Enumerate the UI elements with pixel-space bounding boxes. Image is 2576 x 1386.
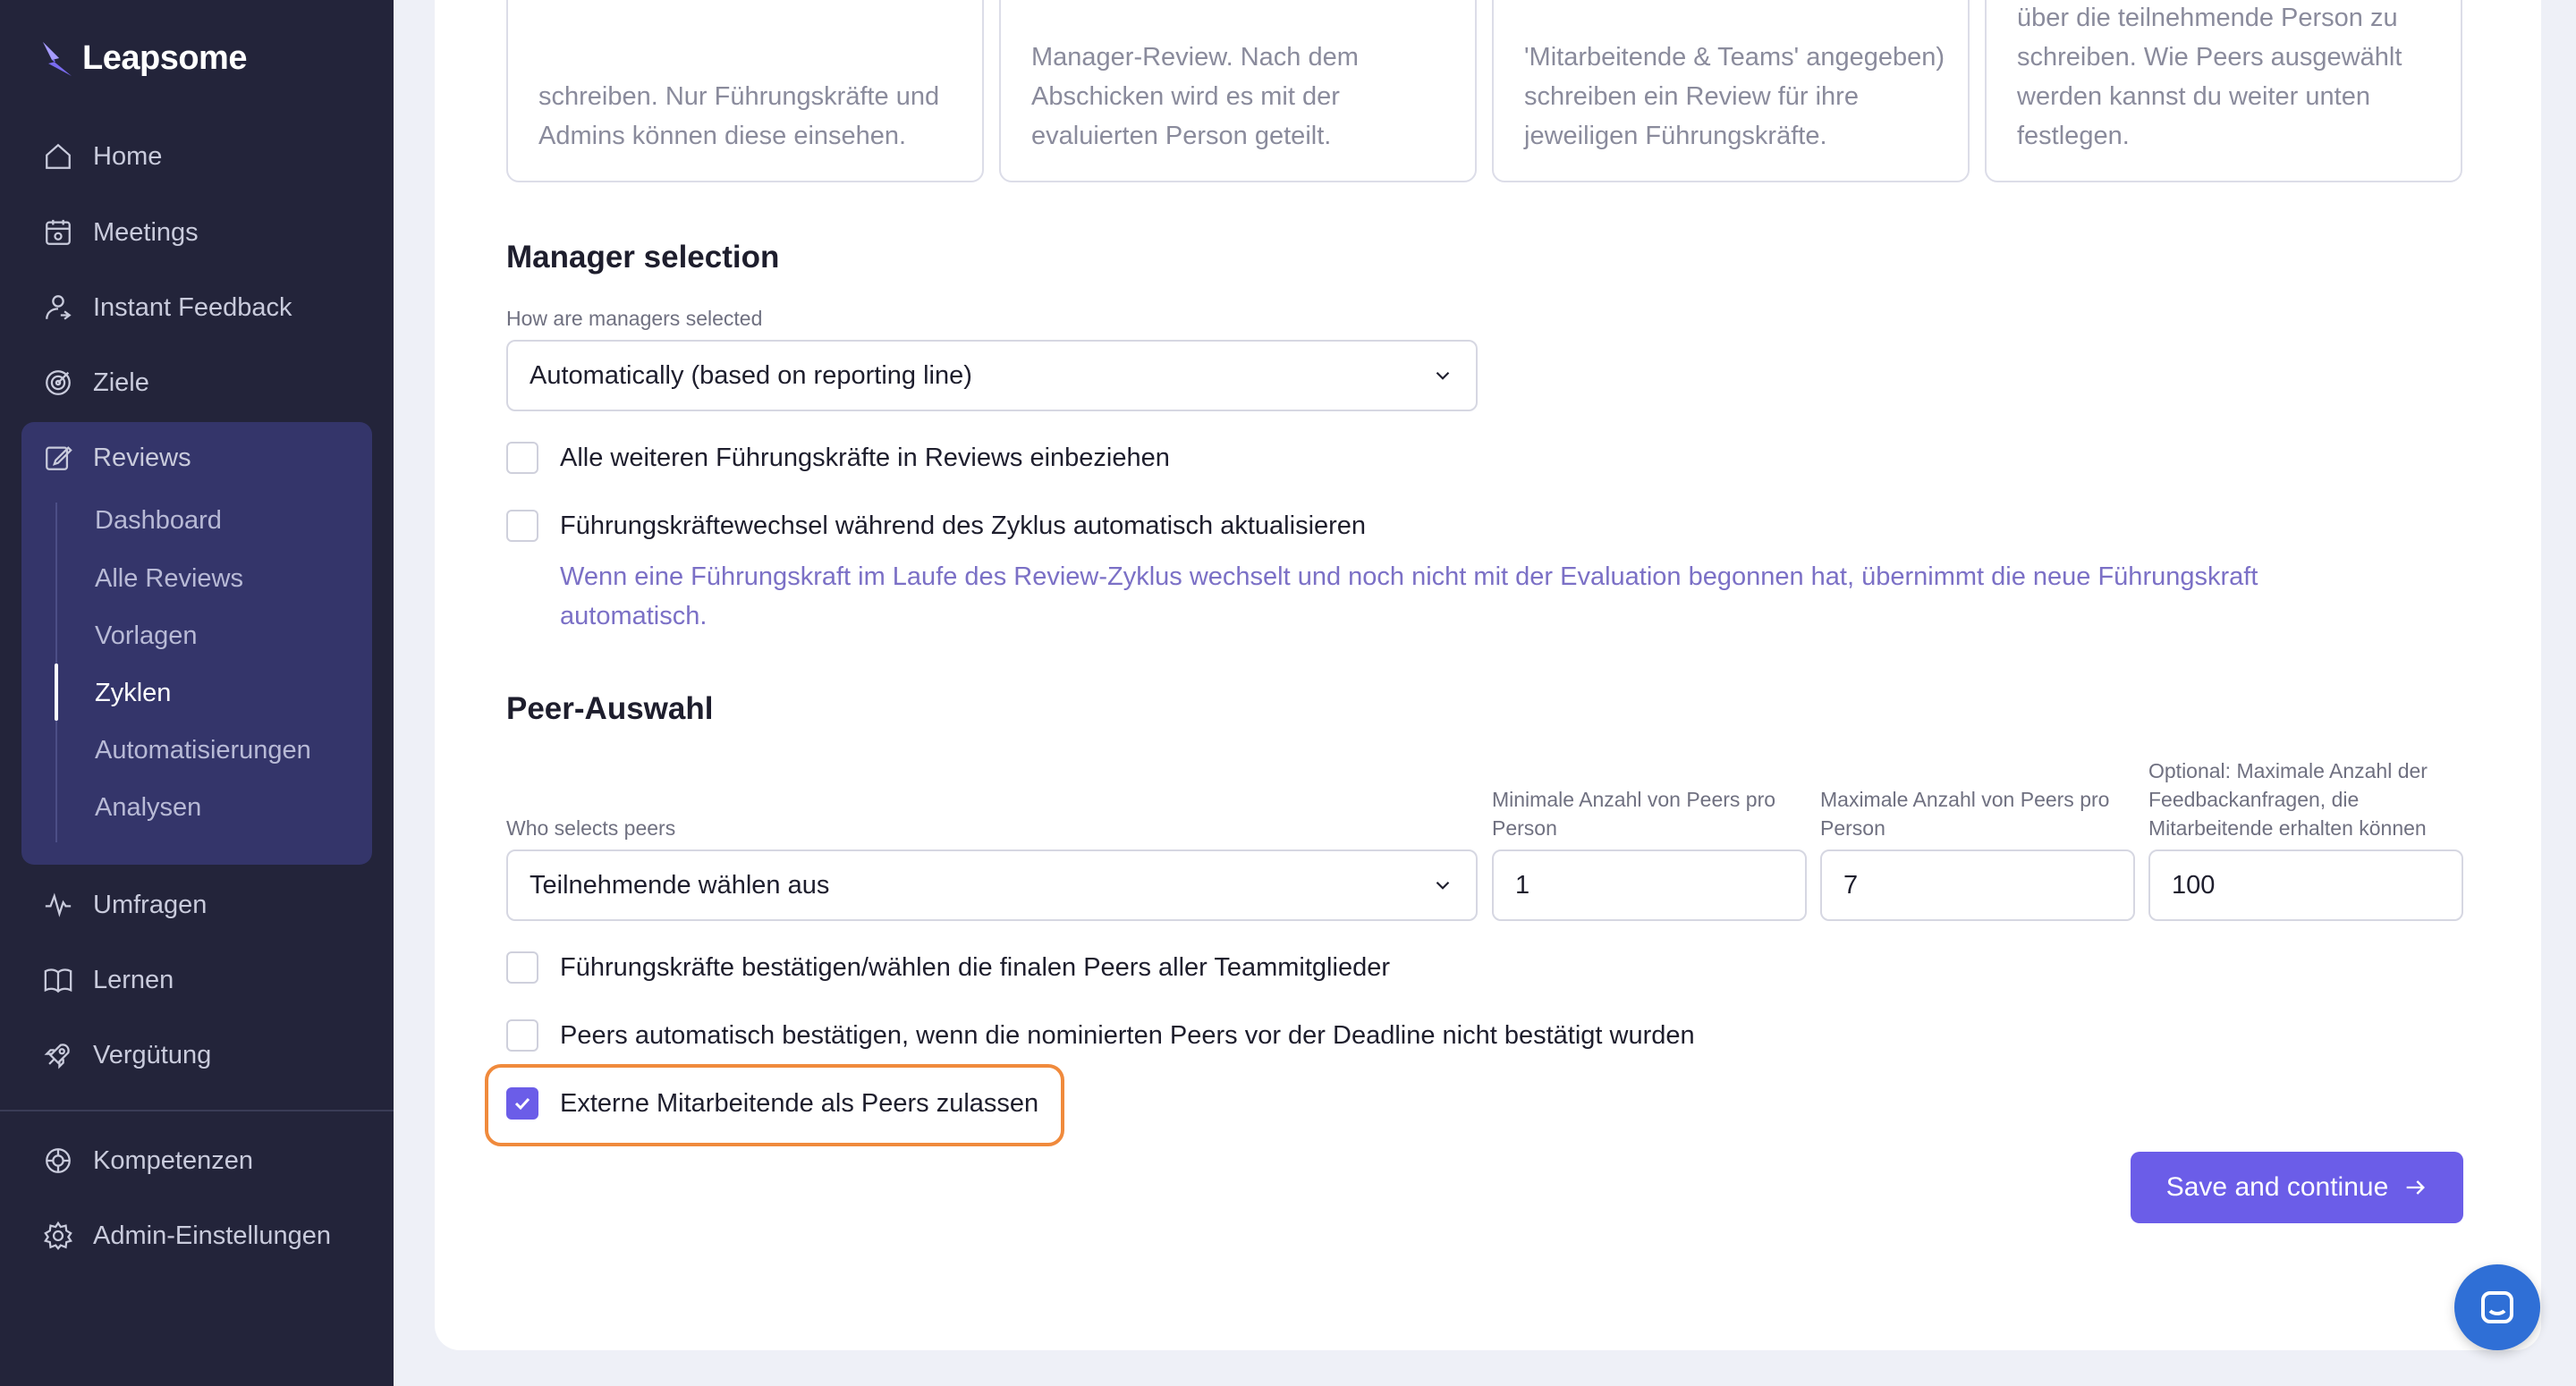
sidebar-item-meetings[interactable]	[43, 217, 199, 248]
arrow-right-icon	[2402, 1175, 2428, 1200]
manager-selection-dropdown[interactable]	[506, 340, 1478, 411]
min-peers-input[interactable]	[1492, 849, 1807, 921]
info-box-manager-review	[999, 0, 1477, 182]
checkbox-managers-confirm-peers[interactable]	[506, 951, 538, 984]
sidebar-item-ziele[interactable]	[43, 368, 149, 398]
sidebar-item-umfragen[interactable]	[43, 890, 207, 920]
subnav-item-zyklen[interactable]: Zyklen	[95, 679, 172, 707]
info-box-manager-notes	[506, 0, 984, 182]
manager-select-label: How are managers selected	[506, 307, 763, 330]
chat-icon	[2476, 1286, 2519, 1329]
subnav-item-dashboard[interactable]: Dashboard	[95, 506, 222, 535]
sidebar-item-label: Lernen	[93, 965, 174, 994]
rocket-icon	[43, 1040, 73, 1070]
info-box-text: über die teilnehmende Person zu schreiben. Wie Peers ausgewählt werden kannst du weiter unten festlegen.	[2017, 4, 2402, 150]
save-button-label: Save and continue	[2165, 1172, 2389, 1202]
checkbox-label: Führungskräfte bestätigen/wählen die finalen Peers aller Teammitglieder	[560, 952, 1390, 982]
sidebar-item-instant-feedback[interactable]	[43, 292, 292, 323]
sidebar-item-kompetenzen[interactable]	[43, 1145, 253, 1176]
sidebar-item-label: Umfragen	[93, 890, 208, 919]
pulse-icon	[43, 890, 73, 920]
checkbox-label: Alle weiteren Führungskräfte in Reviews einbeziehen	[560, 443, 1170, 472]
checkbox-row-managers-confirm-peers[interactable]	[506, 951, 1390, 984]
auto-update-help-text: Wenn eine Führungskraft im Laufe des Review-Zyklus wechselt und noch nicht mit der Evaluation begonnen hat, übernimmt die neue Führungskraft automatisch.	[560, 562, 2258, 630]
target-icon	[43, 368, 73, 398]
chevron-down-icon	[1431, 364, 1454, 387]
gear-icon	[43, 1221, 73, 1251]
chat-launcher-button[interactable]	[2454, 1264, 2540, 1350]
max-requests-value: 100	[2172, 870, 2216, 900]
sidebar-item-label: Instant Feedback	[93, 292, 292, 322]
checkbox-auto-confirm-peers[interactable]	[506, 1019, 538, 1052]
sidebar-item-label: Reviews	[93, 443, 191, 472]
checkbox-row-external-peers[interactable]	[506, 1087, 1038, 1120]
subnav-item-vorlagen[interactable]: Vorlagen	[95, 621, 198, 650]
checkbox-row-all-managers[interactable]	[506, 442, 1170, 474]
max-requests-input[interactable]	[2148, 849, 2463, 921]
edit-icon	[43, 443, 73, 473]
who-selects-peers-dropdown[interactable]	[506, 849, 1478, 921]
feedback-icon	[43, 292, 73, 323]
calendar-icon	[43, 217, 73, 248]
checkbox-label: Externe Mitarbeitende als Peers zulassen	[560, 1088, 1039, 1118]
max-requests-label: Optional: Maximale Anzahl der Feedbackanfragen, die Mitarbeitende erhalten können	[2148, 759, 2428, 840]
subnav-active-indicator	[55, 663, 58, 721]
sidebar-item-label: Ziele	[93, 368, 149, 397]
save-and-continue-button[interactable]	[2131, 1152, 2463, 1223]
manager-selection-title: Manager selection	[506, 240, 780, 275]
leapsome-logo-icon	[39, 40, 75, 78]
info-box-peer-review	[1985, 0, 2462, 182]
who-selects-peers-label: Who selects peers	[506, 816, 676, 840]
checkbox-all-managers[interactable]	[506, 442, 538, 474]
sidebar-item-label: Meetings	[93, 217, 199, 247]
info-box-text: 'Mitarbeitende & Teams' angegeben) schreiben ein Review für ihre jeweiligen Führungskräfte.	[1524, 43, 1945, 150]
subnav-item-analysen[interactable]: Analysen	[95, 793, 202, 822]
checkbox-row-auto-confirm-peers[interactable]	[506, 1019, 1695, 1052]
sidebar-item-admin-einstellungen[interactable]	[43, 1221, 331, 1251]
max-peers-input[interactable]	[1820, 849, 2135, 921]
sidebar-item-reviews[interactable]	[43, 443, 191, 473]
competency-icon	[43, 1145, 73, 1176]
main-card	[435, 0, 2541, 1350]
who-selects-peers-value: Teilnehmende wählen aus	[530, 870, 830, 900]
sidebar-item-lernen[interactable]	[43, 965, 174, 995]
checkbox-auto-update-managers[interactable]	[506, 510, 538, 542]
checkmark-icon	[512, 1093, 533, 1114]
sidebar	[0, 0, 394, 1386]
min-peers-label: Minimale Anzahl von Peers pro Person	[1492, 788, 1776, 840]
sidebar-item-verguetung[interactable]	[43, 1040, 211, 1070]
sidebar-item-label: Kompetenzen	[93, 1145, 253, 1175]
max-peers-label: Maximale Anzahl von Peers pro Person	[1820, 788, 2110, 840]
book-icon	[43, 965, 73, 995]
checkbox-label: Peers automatisch bestätigen, wenn die nominierten Peers vor der Deadline nicht bestätigt wurden	[560, 1020, 1695, 1050]
sidebar-item-label: Admin-Einstellungen	[93, 1221, 331, 1250]
sidebar-item-home[interactable]	[43, 141, 162, 172]
peer-selection-title: Peer-Auswahl	[506, 691, 714, 726]
max-peers-value: 7	[1843, 870, 1859, 900]
home-icon	[43, 141, 73, 172]
info-box-text: schreiben. Nur Führungskräfte und Admins können diese einsehen.	[538, 82, 940, 150]
checkbox-row-auto-update-managers[interactable]	[506, 510, 1366, 542]
chevron-down-icon	[1431, 874, 1454, 897]
sidebar-item-label: Vergütung	[93, 1040, 212, 1069]
subnav-item-alle-reviews[interactable]: Alle Reviews	[95, 564, 243, 593]
checkbox-label: Führungskräftewechsel während des Zyklus automatisch aktualisieren	[560, 511, 1367, 540]
logo[interactable]	[39, 39, 247, 78]
checkbox-external-peers[interactable]	[506, 1087, 538, 1120]
sidebar-divider	[0, 1110, 394, 1111]
min-peers-value: 1	[1515, 870, 1530, 900]
logo-text: Leapsome	[82, 39, 247, 77]
subnav-item-automatisierungen[interactable]: Automatisierungen	[95, 736, 311, 765]
sidebar-item-label: Home	[93, 141, 163, 171]
info-box-upward-review	[1492, 0, 1970, 182]
manager-selection-value: Automatically (based on reporting line)	[530, 360, 972, 390]
info-box-text: Manager-Review. Nach dem Abschicken wird es mit der evaluierten Person geteilt.	[1031, 43, 1359, 150]
